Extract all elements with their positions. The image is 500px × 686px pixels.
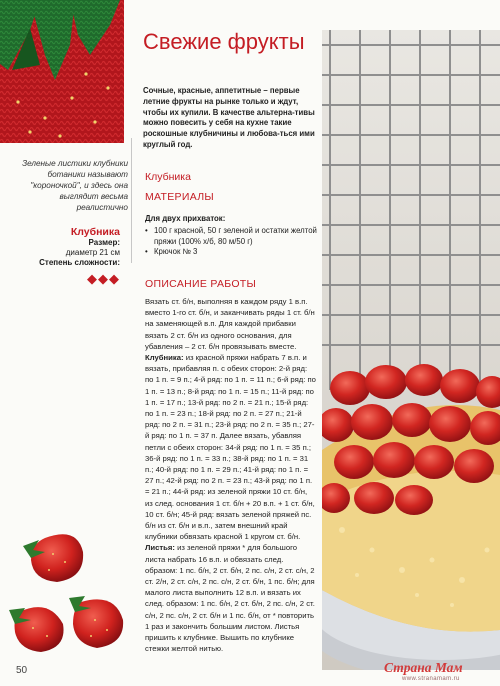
description-heading: ОПИСАНИЕ РАБОТЫ <box>145 278 257 290</box>
spec-size-label: Размер: <box>88 238 120 247</box>
description-body <box>145 296 317 655</box>
materials-intro: Для двух прихваток: <box>145 214 226 223</box>
strawberry-instructions: из красной пряжи набрать 7 в.п. и вязать, прибавляя п. с обеих сторон: 2-й ряд: по 1 п. = 9 п.; 4-й ряд: по 1 п. = 11 п.; 6-й ряд: по 1 п. = 13 п.; 8-й ряд: по 1 п. = 15 п.; 11-й ряд: по 1 п. = 17 п.; 13-й ряд: по 2 п. = 21 п.; 15-й ряд: по 1 п. = 23 п.; 18-й ряд: по 2 п. = 27 п.; 21-й ряд: по 2 п. = 31 п.; 23-й ряд: по 2 п. = 35 п.; 27-й ряд: по 1 п. = 37 п. Далее вязать, убавляя петли с обеих сторон: 34-й ряд: по 1 п. = 35 п.; 36-й ряд: по 1 п. = 33 п.; 38-й ряд: по 1 п. = 31 п.; 40-й ряд: по 1 п. = 29 п.; 41-й ряд: по 1 п. = 27 п.; 42-й ряд: по 2 п. = 23 п.; 43-й ряд: по 1 п. = 21 п.; 44-й ряд: из зеленой пряжи 10 ст. б/н, из след. основания 1 ст. б/н + 20 в.п. + 1 ст. б/н, 10 ст. б/н; 45-й ряд: вязать зеленой пряжей пс. б/н из ст. б/н и в.п., затем внешний край клубники обвязать красной 1 кругом ст. б/н. <box>145 353 316 542</box>
article-subtitle: Клубника <box>145 171 191 183</box>
strawberry-label: Клубника: <box>145 353 184 363</box>
watermark-logo: Страна Мам <box>384 660 463 675</box>
materials-item: • 100 г красной, 50 г зеленой и остатки желтой пряжи (100% х/б, 80 м/50 г) <box>145 226 317 247</box>
materials-item: • Крючок № 3 <box>145 247 317 258</box>
materials-list <box>145 226 317 258</box>
column-divider <box>131 138 132 263</box>
materials-heading: МАТЕРИАЛЫ <box>145 191 215 203</box>
strawberry-cake-photo <box>322 30 500 670</box>
spec-difficulty-label: Степень сложности: <box>39 258 120 267</box>
spec-size-value: диаметр 21 см <box>65 248 120 257</box>
description-intro: Вязать ст. б/н, выполняя в каждом ряду 1 в.п. вместо 1-го ст. б/н, и заканчивать ряды 1 ст. б/н на заменяющей в.п. Для каждой прибавки вязать 2 ст. б/н из одного основания, для убавления – 2 ст. б/н провязывать вместе. <box>145 297 315 351</box>
photo-caption: Зеленые листики клубники ботаники называют "короночкой", и здесь она выглядит весьма реалистично <box>22 159 128 212</box>
spec-title: Клубника <box>70 226 120 238</box>
leaves-instructions: из зеленой пряжи * для большого листа набрать 16 в.п. и обвязать след. образом: 1 пс. б/н, 2 ст. б/н, 2 пс. с/н, 2 ст. с/н, 2 ст. 2/н, 2 ст. с/н, 2 пс. с/н, 2 ст. б/н, 1 пс. б/н; для малого листа выполнить 12 в.п. и вязать их след. образом: 1 пс. б/н, 2 ст. б/н, 2 пс. с/н, 2 ст. с/н, 2 пс. с/н, 2 ст. б/н и 1 пс. б/н, от * повторить 1 раз и закончить большим листом. Листья пришить к клубнике. Вышить по клубнике стежки желтой нитью. <box>145 543 315 654</box>
project-spec <box>8 226 120 268</box>
difficulty-diamonds-icon: ◆◆◆ <box>87 271 120 286</box>
strawberries-photo <box>5 520 135 660</box>
leaves-label: Листья: <box>145 543 175 553</box>
page-title: Свежие фрукты <box>143 29 305 54</box>
page-number: 50 <box>16 665 28 676</box>
watermark-url: www.stranamam.ru <box>402 676 460 682</box>
intro-paragraph: Сочные, красные, аппетитные – первые летние фрукты на рынке только и ждут, чтобы их купили. В качестве альтерна-тивы можно повесить у себя на кухне такие роскошные клубничины и любова-ться ими круглый год. <box>143 86 315 149</box>
knitted-strawberry-photo <box>0 0 124 143</box>
